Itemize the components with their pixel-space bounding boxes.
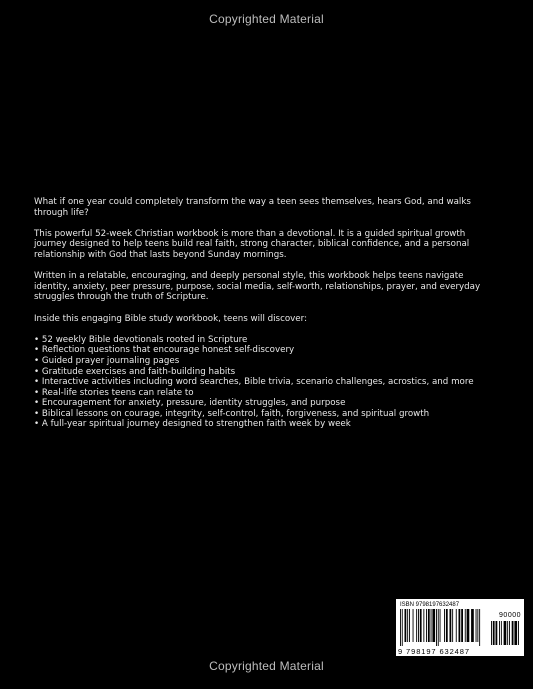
barcode-bar [407,609,408,642]
barcode-bar [518,621,519,645]
barcode-bar [450,609,452,642]
barcode-bar [409,609,410,642]
barcode-bar [471,609,474,642]
feature-list [34,335,496,430]
barcode-bar [428,609,430,642]
barcode-bar [504,621,507,645]
barcode-bar [402,609,403,646]
barcode-bar [446,609,448,642]
overview-paragraph: This powerful 52-week Christian workbook is more than a devotional. It is a guided spiritual growth journey designed to help teens build real faith, strong character, biblical confidence, and a personal relationship with God that lasts beyond Sunday mornings. [34,228,470,260]
barcode-bar [465,609,466,642]
barcode-bar [456,609,457,642]
barcode-bar [493,621,495,645]
barcode-bar [405,609,407,642]
barcode-bar [477,609,478,642]
barcode-bar [507,621,508,645]
barcode-bar [452,609,453,642]
feature-list-item: • Reflection questions that encourage honest self-discovery [34,345,295,356]
barcode-bar [501,621,502,645]
ean-barcode-bars [400,609,488,647]
copyright-watermark-top: Copyrighted Material [209,12,324,26]
barcode-bar [438,609,439,646]
feature-list-item: • 52 weekly Bible devotionals rooted in Scripture [34,334,248,345]
barcode-bar [461,609,463,642]
style-paragraph: Written in a relatable, encouraging, and deeply personal style, this workbook helps teens navigate identity, anxiety, peer pressure, purpose, social media, self-worth, relationships, prayer, and everyday struggles through the truth of Scripture. [34,271,481,303]
barcode-bar [467,609,470,642]
barcode-bar [509,621,510,645]
barcode-bar [440,609,441,642]
barcode-bar [436,609,437,646]
barcode-bar [418,609,419,642]
price-code: 90000 [499,612,521,619]
copyright-watermark-bottom: Copyrighted Material [209,659,324,673]
barcode-bar [476,609,477,642]
barcode-bar [459,609,461,642]
feature-list-item: • Encouragement for anxiety, pressure, identity struggles, and purpose [34,398,346,409]
barcode-bar [420,609,422,642]
barcode-bar [496,621,498,645]
feature-list-item: • Biblical lessons on courage, integrity, self-control, faith, forgiveness, and spiritual growth [34,408,430,419]
barcode-bar [491,621,492,645]
barcode-bar [413,609,414,642]
price-barcode-bars [491,621,519,647]
back-cover-description [34,197,496,430]
barcode-bar [479,609,480,646]
barcode-bar [514,621,517,645]
bullets-intro-paragraph: Inside this engaging Bible study workbook, teens will discover: [34,313,308,324]
feature-list-item: • Guided prayer journaling pages [34,355,180,366]
feature-list-item: • Interactive activities including word searches, Bible trivia, scenario challenges, acrostics, and more [34,377,474,388]
isbn-barcode [396,599,524,656]
intro-question-paragraph: What if one year could completely transform the way a teen sees themselves, hears God, and walks through life? [34,197,471,218]
barcode-bar [499,621,500,645]
isbn-label: ISBN 9798197632487 [400,602,460,608]
feature-list-item: • Real-life stories teens can relate to [34,387,194,398]
barcode-bar [444,609,445,642]
barcode-bar [431,609,432,642]
barcode-bar [426,609,427,642]
barcode-bar [423,609,424,642]
barcode-bar [512,621,514,645]
barcode-bar [400,609,401,646]
barcode-bar [432,609,435,642]
ean-digits: 9 798197 632487 [398,647,470,656]
barcode-bar [416,609,417,642]
feature-list-item: • A full-year spiritual journey designed to strengthen faith week by week [34,419,351,430]
feature-list-item: • Gratitude exercises and faith-building habits [34,366,236,377]
